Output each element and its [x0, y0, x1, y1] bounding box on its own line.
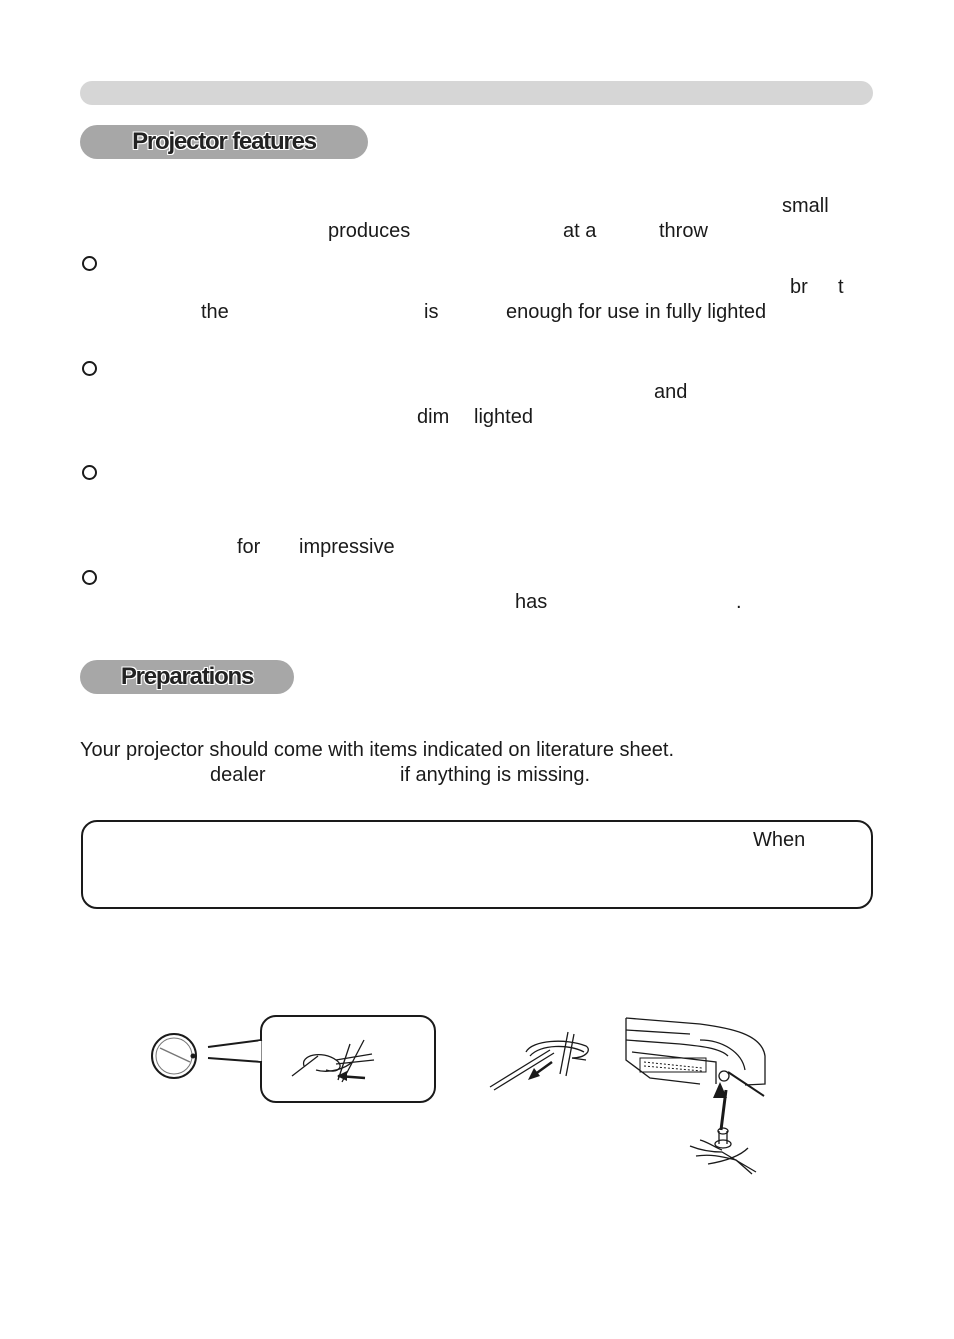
note-word: When — [753, 829, 806, 851]
feature-word: small — [782, 195, 829, 217]
feature-word: enough for use in fully lighted — [506, 301, 767, 323]
feature-word: produces — [328, 220, 411, 242]
feature-word: at a — [563, 220, 597, 242]
preparations-word: dealer — [210, 764, 266, 786]
feature-word: has — [515, 591, 548, 613]
feature-word: for — [237, 536, 261, 558]
strap-rivet-icon — [490, 1032, 588, 1090]
feature-word: is — [424, 301, 439, 323]
section-title: Projector features — [132, 128, 316, 155]
preparations-text: Your projector should come with items indicated on literature sheet. — [80, 739, 675, 761]
section-title: Preparations — [120, 663, 254, 690]
lens-cover-icon — [152, 1034, 262, 1078]
feature-word: dim — [417, 406, 450, 428]
projector-icon — [626, 1018, 765, 1174]
feature-word: and — [654, 381, 688, 403]
feature-word: t — [838, 276, 844, 298]
feature-word: . — [736, 591, 742, 613]
feature-word: throw — [659, 220, 708, 242]
preparations-word: if anything is missing. — [400, 764, 591, 786]
strap-knot-icon — [292, 1040, 374, 1082]
feature-word: the — [201, 301, 229, 323]
feature-word: impressive — [299, 536, 395, 558]
feature-word: br — [790, 276, 808, 298]
feature-word: lighted — [474, 406, 533, 428]
